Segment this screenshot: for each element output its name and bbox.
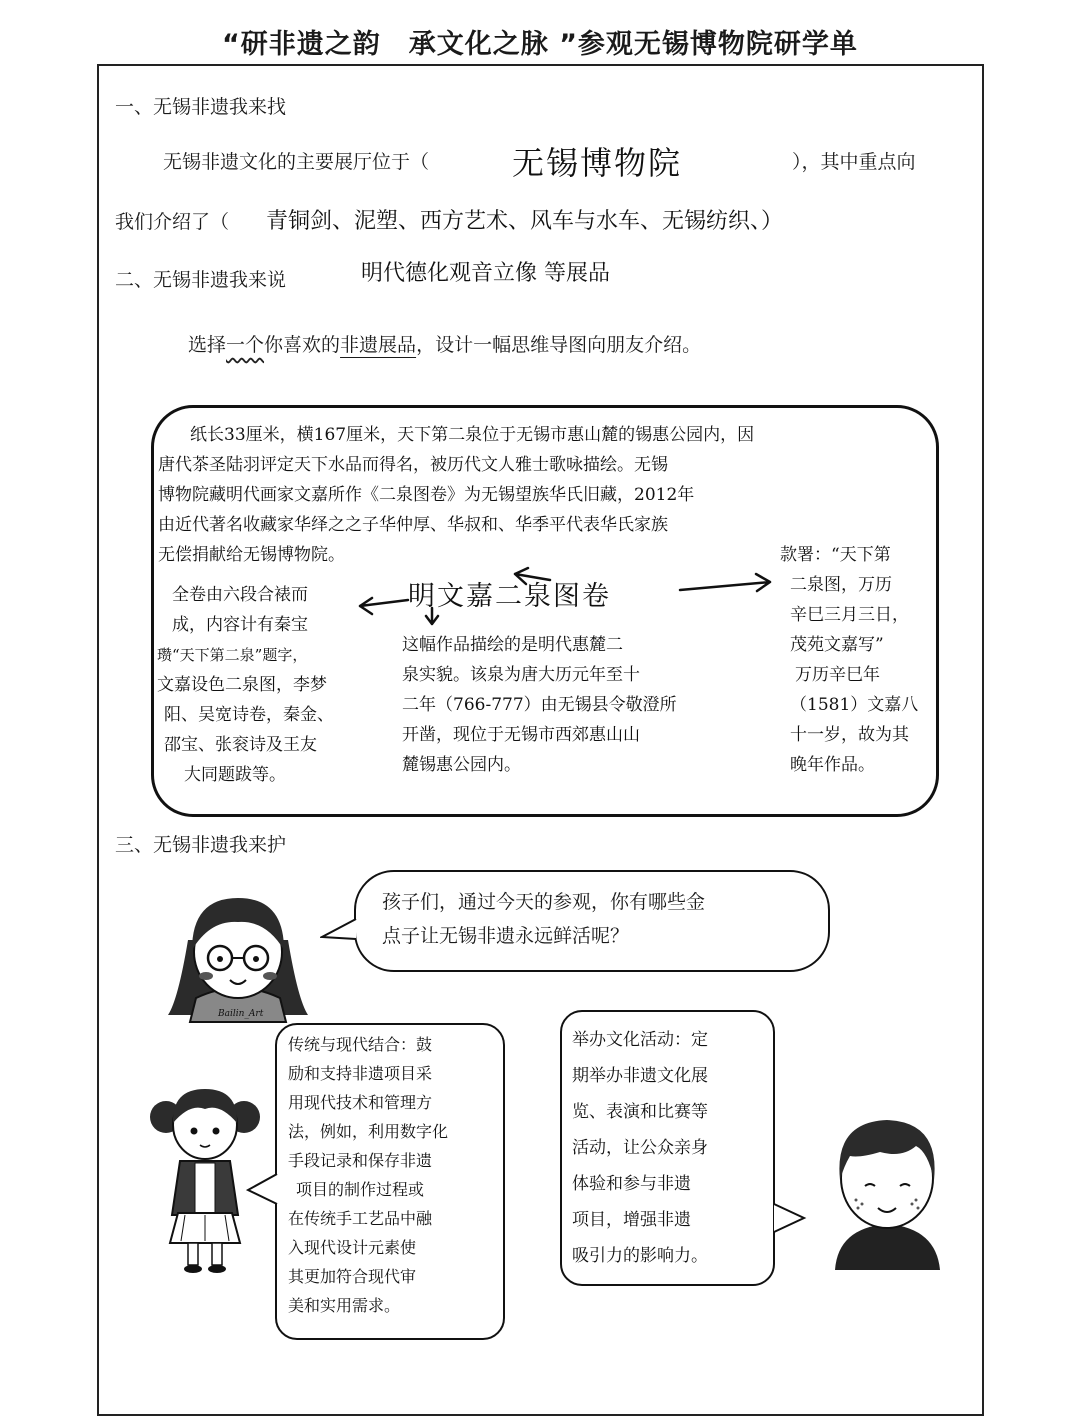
prompt-part-one: 一个 [226, 334, 265, 356]
section2-prompt [188, 330, 701, 357]
section2-heading: 二、无锡非遗我来说 [115, 269, 287, 291]
boy-shirt [835, 1224, 940, 1270]
intro-line: 唐代茶圣陆羽评定天下水品而得名，被历代文人雅士歌咏描绘。无锡 [158, 455, 668, 475]
girl-idea-line: 手段记录和保存非遗 [288, 1151, 433, 1170]
girl-idea-line: 用现代技术和管理方 [288, 1093, 433, 1112]
answer-exhibits-list: 青铜剑、泥塑、西方艺术、风车与水车、无锡纺织、） [266, 209, 784, 234]
right-branch-line: 款署：“天下第 [780, 545, 891, 565]
right-branch-line: 茂苑文嘉写” [790, 635, 884, 655]
intro-line: 由近代著名收藏家华绎之之子华仲厚、华叔和、华季平代表华氏家族 [158, 515, 668, 535]
right-branch-line: 二泉图，万历 [790, 575, 892, 595]
right-branch-line: 辛巳三月三日， [790, 605, 909, 625]
left-branch-line: 大同题跋等。 [184, 765, 286, 785]
left-branch-line: 文嘉设色二泉图，李梦 [157, 675, 327, 695]
section3-heading: 三、无锡非遗我来护 [115, 834, 287, 856]
girl-idea-line: 项目的制作过程或 [296, 1180, 425, 1199]
page-title: “研非遗之韵 承文化之脉 ”参观无锡博物院研学单 [222, 29, 858, 60]
boy-idea-line: 举办文化活动：定 [572, 1030, 708, 1050]
boy-bubble-tail [770, 1200, 810, 1240]
right-branch-line: 万历辛巳年 [795, 665, 880, 685]
mind-map-center-topic: 明文嘉二泉图卷 [408, 581, 611, 612]
boy-idea-line: 项目，增强非遗 [572, 1210, 691, 1230]
girl-idea-line: 其更加符合现代审 [288, 1267, 417, 1286]
left-branch-line: 邵宝、张衮诗及王友 [164, 735, 317, 755]
teacher-blush-right [263, 972, 277, 980]
right-branch-line: 十一岁，故为其 [790, 725, 909, 745]
boy-idea-line: 体验和参与非遗 [572, 1174, 691, 1194]
mind-map-middle-branch [402, 630, 772, 780]
section1-line1-suffix: ），其中重点向 [792, 151, 916, 173]
intro-line: 无偿捐献给无锡博物院。 [158, 545, 345, 565]
intro-line: 纸长33厘米，横167厘米，天下第二泉位于无锡市惠山麓的锡惠公园内，因 [190, 425, 755, 445]
mind-map-right-branch [780, 540, 935, 780]
section1-line2-prefix: 我们介绍了（ [115, 211, 230, 233]
left-branch-line: 成，内容计有秦宝 [172, 615, 308, 635]
girl-idea-text [288, 1030, 500, 1320]
prompt-part-post: ，设计一幅思维导图向朋友介绍。 [416, 334, 702, 356]
teacher-blush-left [199, 972, 213, 980]
prompt-part-item: 非遗展品 [340, 334, 417, 356]
left-branch-line: 全卷由六段合裱而 [172, 585, 308, 605]
boy-idea-line: 吸引力的影响力。 [572, 1246, 708, 1266]
left-branch-line: 瓒“天下第二泉”题字， [157, 646, 308, 664]
girl-idea-line: 法，例如，利用数字化 [288, 1122, 449, 1141]
answer-exhibits-list-cont: 明代德化观音立像 等展品 [361, 261, 610, 286]
right-branch-line: （1581）文嘉八 [790, 695, 919, 715]
girl-idea-line: 传统与现代结合：鼓 [288, 1035, 433, 1054]
teacher-avatar [158, 880, 318, 1030]
boy-idea-line: 活动，让公众亲身 [572, 1138, 708, 1158]
middle-branch-line: 二年（766-777）由无锡县令敬澄所 [402, 695, 677, 715]
boy-idea-line: 览、表演和比赛等 [572, 1102, 708, 1122]
middle-branch-line: 泉实貌。该泉为唐大历元年至十 [402, 665, 640, 685]
intro-line: 博物院藏明代画家文嘉所作《二泉图卷》为无锡望族华氏旧藏，2012年 [158, 485, 695, 505]
teacher-bubble-tail [320, 915, 360, 945]
girl-idea-line: 美和实用需求。 [288, 1296, 401, 1315]
section1-heading: 一、无锡非遗我来找 [115, 96, 287, 118]
mind-map-left-branch [157, 580, 387, 790]
middle-branch-line: 麓锡惠公园内。 [402, 755, 521, 775]
boy-idea-text [572, 1022, 772, 1274]
girl-idea-line: 在传统手工艺品中融 [288, 1209, 433, 1228]
boy-avatar [820, 1100, 955, 1270]
answer-exhibition-hall: 无锡博物院 [512, 144, 683, 182]
arrow-to-left-branch [515, 568, 550, 584]
section1-line1-prefix: 无锡非遗文化的主要展厅位于（ [163, 151, 430, 173]
girl-idea-line: 入现代设计元素使 [288, 1238, 417, 1257]
prompt-part-select: 选择 [188, 334, 227, 356]
teacher-question-line: 点子让无锡非遗永远鲜活呢？ [382, 925, 630, 947]
girl-figure [150, 1075, 260, 1275]
boy-idea-line: 期举办非遗文化展 [572, 1066, 708, 1086]
teacher-question [382, 885, 705, 953]
teacher-question-line: 孩子们，通过今天的参观，你有哪些金 [382, 891, 706, 913]
left-branch-line: 阳、吴宽诗卷，秦金、 [164, 705, 334, 725]
right-branch-line: 晚年作品。 [790, 755, 875, 775]
girl-bubble-tail [246, 1170, 280, 1210]
prompt-part-mid: 你喜欢的 [264, 334, 341, 356]
arrow-to-middle-branch [426, 608, 438, 624]
girl-idea-line: 励和支持非遗项目采 [288, 1064, 433, 1083]
middle-branch-line: 这幅作品描绘的是明代惠麓二 [402, 635, 623, 655]
avatar-signature: Bailin_Art [218, 1009, 264, 1019]
arrow-to-right-branch [680, 574, 770, 591]
middle-branch-line: 开凿，现位于无锡市西郊惠山山 [402, 725, 640, 745]
